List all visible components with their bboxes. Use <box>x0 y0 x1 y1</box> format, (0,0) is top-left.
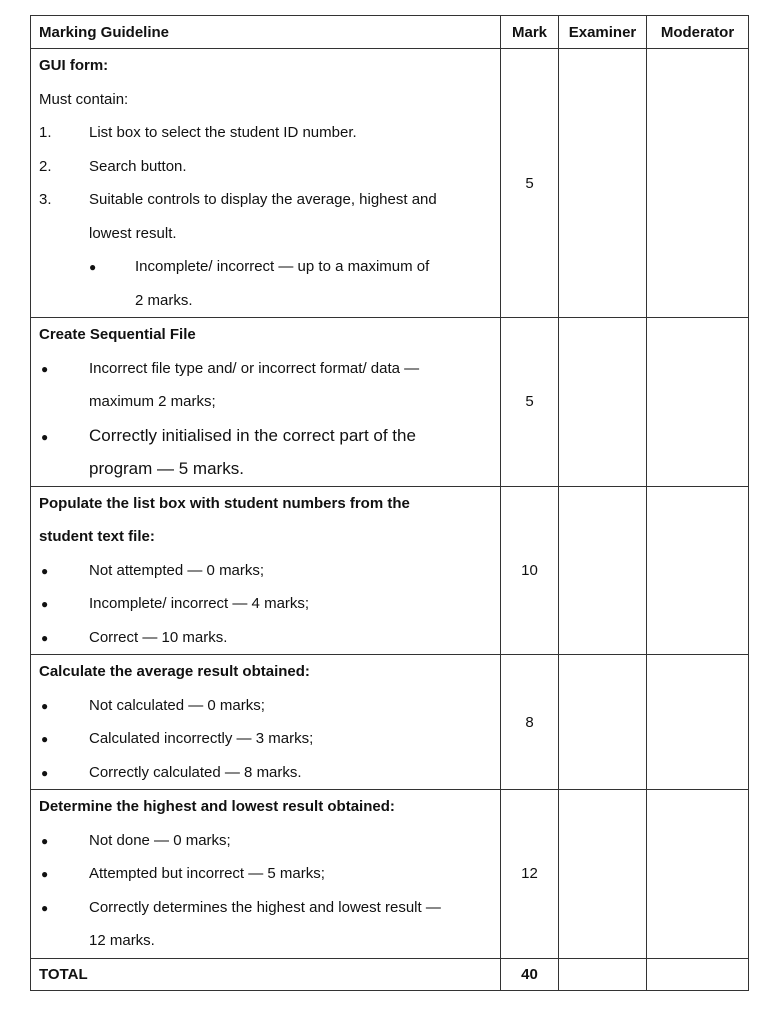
bullet-continuation: maximum 2 marks; <box>89 393 216 410</box>
header-mark: Mark <box>501 16 559 49</box>
item-text: Suitable controls to display the average, highest and <box>89 191 437 208</box>
bullet-text: Correct — 10 marks. <box>89 628 228 646</box>
guideline-cell <box>31 655 501 790</box>
bullet-text: Not attempted — 0 marks; <box>89 561 265 579</box>
section-title-continuation: student text file: <box>39 528 155 545</box>
bullet-text: Incomplete/ incorrect — 4 marks; <box>89 595 310 612</box>
examiner-cell[interactable] <box>559 486 647 655</box>
bullet-item <box>31 689 500 723</box>
mark-cell: 10 <box>501 486 559 655</box>
examiner-cell[interactable] <box>559 655 647 790</box>
bullet-icon: ● <box>41 833 49 848</box>
bullet-item <box>31 891 500 925</box>
sub-bullet-continuation: 2 marks. <box>135 291 193 309</box>
bullet-text: Correctly calculated — 8 marks. <box>89 763 302 781</box>
list-item <box>31 183 500 217</box>
mark-cell: 5 <box>501 318 559 487</box>
bullet-item <box>31 756 500 790</box>
mark-cell: 5 <box>501 49 559 318</box>
total-row <box>31 958 749 990</box>
bullet-icon: ● <box>41 429 49 444</box>
guideline-cell <box>31 318 501 487</box>
bullet-icon: ● <box>41 900 49 915</box>
bullet-icon: ● <box>89 260 97 274</box>
bullet-item <box>31 554 500 588</box>
list-item <box>31 150 500 184</box>
item-number: 1. <box>39 124 52 141</box>
bullet-text: Not done — 0 marks; <box>89 831 231 849</box>
bullet-icon: ● <box>41 867 49 881</box>
section-title: Create Sequential File <box>39 326 196 343</box>
bullet-text: Correctly determines the highest and lowest result — <box>89 898 441 916</box>
moderator-cell[interactable] <box>647 790 749 959</box>
bullet-icon: ● <box>41 597 49 611</box>
moderator-cell[interactable] <box>647 655 749 790</box>
section-row-populate-list-box <box>31 486 749 655</box>
total-label: TOTAL <box>31 958 501 990</box>
bullet-item <box>31 352 500 386</box>
header-moderator: Moderator <box>647 16 749 49</box>
header-row <box>31 16 749 49</box>
bullet-icon: ● <box>41 563 49 578</box>
guideline-cell <box>31 49 501 318</box>
guideline-cell <box>31 486 501 655</box>
bullet-item <box>31 419 500 453</box>
section-intro: Must contain: <box>39 90 129 108</box>
sub-bullet-text: Incomplete/ incorrect — up to a maximum of <box>135 258 430 275</box>
bullet-continuation: program — 5 marks. <box>89 459 244 478</box>
item-text: Search button. <box>89 157 187 175</box>
mark-cell: 8 <box>501 655 559 790</box>
section-row-gui-form <box>31 49 749 318</box>
mark-cell: 12 <box>501 790 559 959</box>
section-title: GUI form: <box>39 57 109 74</box>
item-number: 2. <box>39 157 52 175</box>
bullet-icon: ● <box>41 361 49 376</box>
bullet-icon: ● <box>41 698 49 713</box>
bullet-text: Incorrect file type and/ or incorrect format/ data — <box>89 359 420 377</box>
item-text: List box to select the student ID number. <box>89 124 357 141</box>
sub-bullet-item <box>31 250 500 284</box>
bullet-text: Correctly initialised in the correct part of the <box>89 425 416 445</box>
examiner-cell[interactable] <box>559 790 647 959</box>
section-title: Determine the highest and lowest result obtained: <box>39 798 395 815</box>
section-title: Populate the list box with student numbers from the <box>39 494 410 512</box>
item-number: 3. <box>39 191 52 208</box>
bullet-item <box>31 857 500 891</box>
section-row-highest-lowest <box>31 790 749 959</box>
header-marking-guideline: Marking Guideline <box>31 16 501 49</box>
total-mark: 40 <box>501 958 559 990</box>
bullet-text: Calculated incorrectly — 3 marks; <box>89 730 314 747</box>
section-row-sequential-file <box>31 318 749 487</box>
moderator-cell[interactable] <box>647 486 749 655</box>
moderator-cell[interactable] <box>647 958 749 990</box>
bullet-icon: ● <box>41 630 49 645</box>
section-row-average-result <box>31 655 749 790</box>
moderator-cell[interactable] <box>647 318 749 487</box>
header-examiner: Examiner <box>559 16 647 49</box>
item-continuation: lowest result. <box>89 224 177 242</box>
bullet-text: Not calculated — 0 marks; <box>89 696 265 714</box>
bullet-item <box>31 621 500 655</box>
examiner-cell[interactable] <box>559 958 647 990</box>
list-item <box>31 116 500 150</box>
guideline-cell <box>31 790 501 959</box>
examiner-cell[interactable] <box>559 49 647 318</box>
moderator-cell[interactable] <box>647 49 749 318</box>
bullet-text: Attempted but incorrect — 5 marks; <box>89 865 325 882</box>
bullet-icon: ● <box>41 765 49 780</box>
section-title: Calculate the average result obtained: <box>39 663 310 680</box>
bullet-item <box>31 587 500 621</box>
bullet-continuation: 12 marks. <box>89 932 155 949</box>
bullet-item <box>31 722 500 756</box>
examiner-cell[interactable] <box>559 318 647 487</box>
marking-guideline-table <box>30 15 749 991</box>
bullet-item <box>31 824 500 858</box>
bullet-icon: ● <box>41 732 49 746</box>
